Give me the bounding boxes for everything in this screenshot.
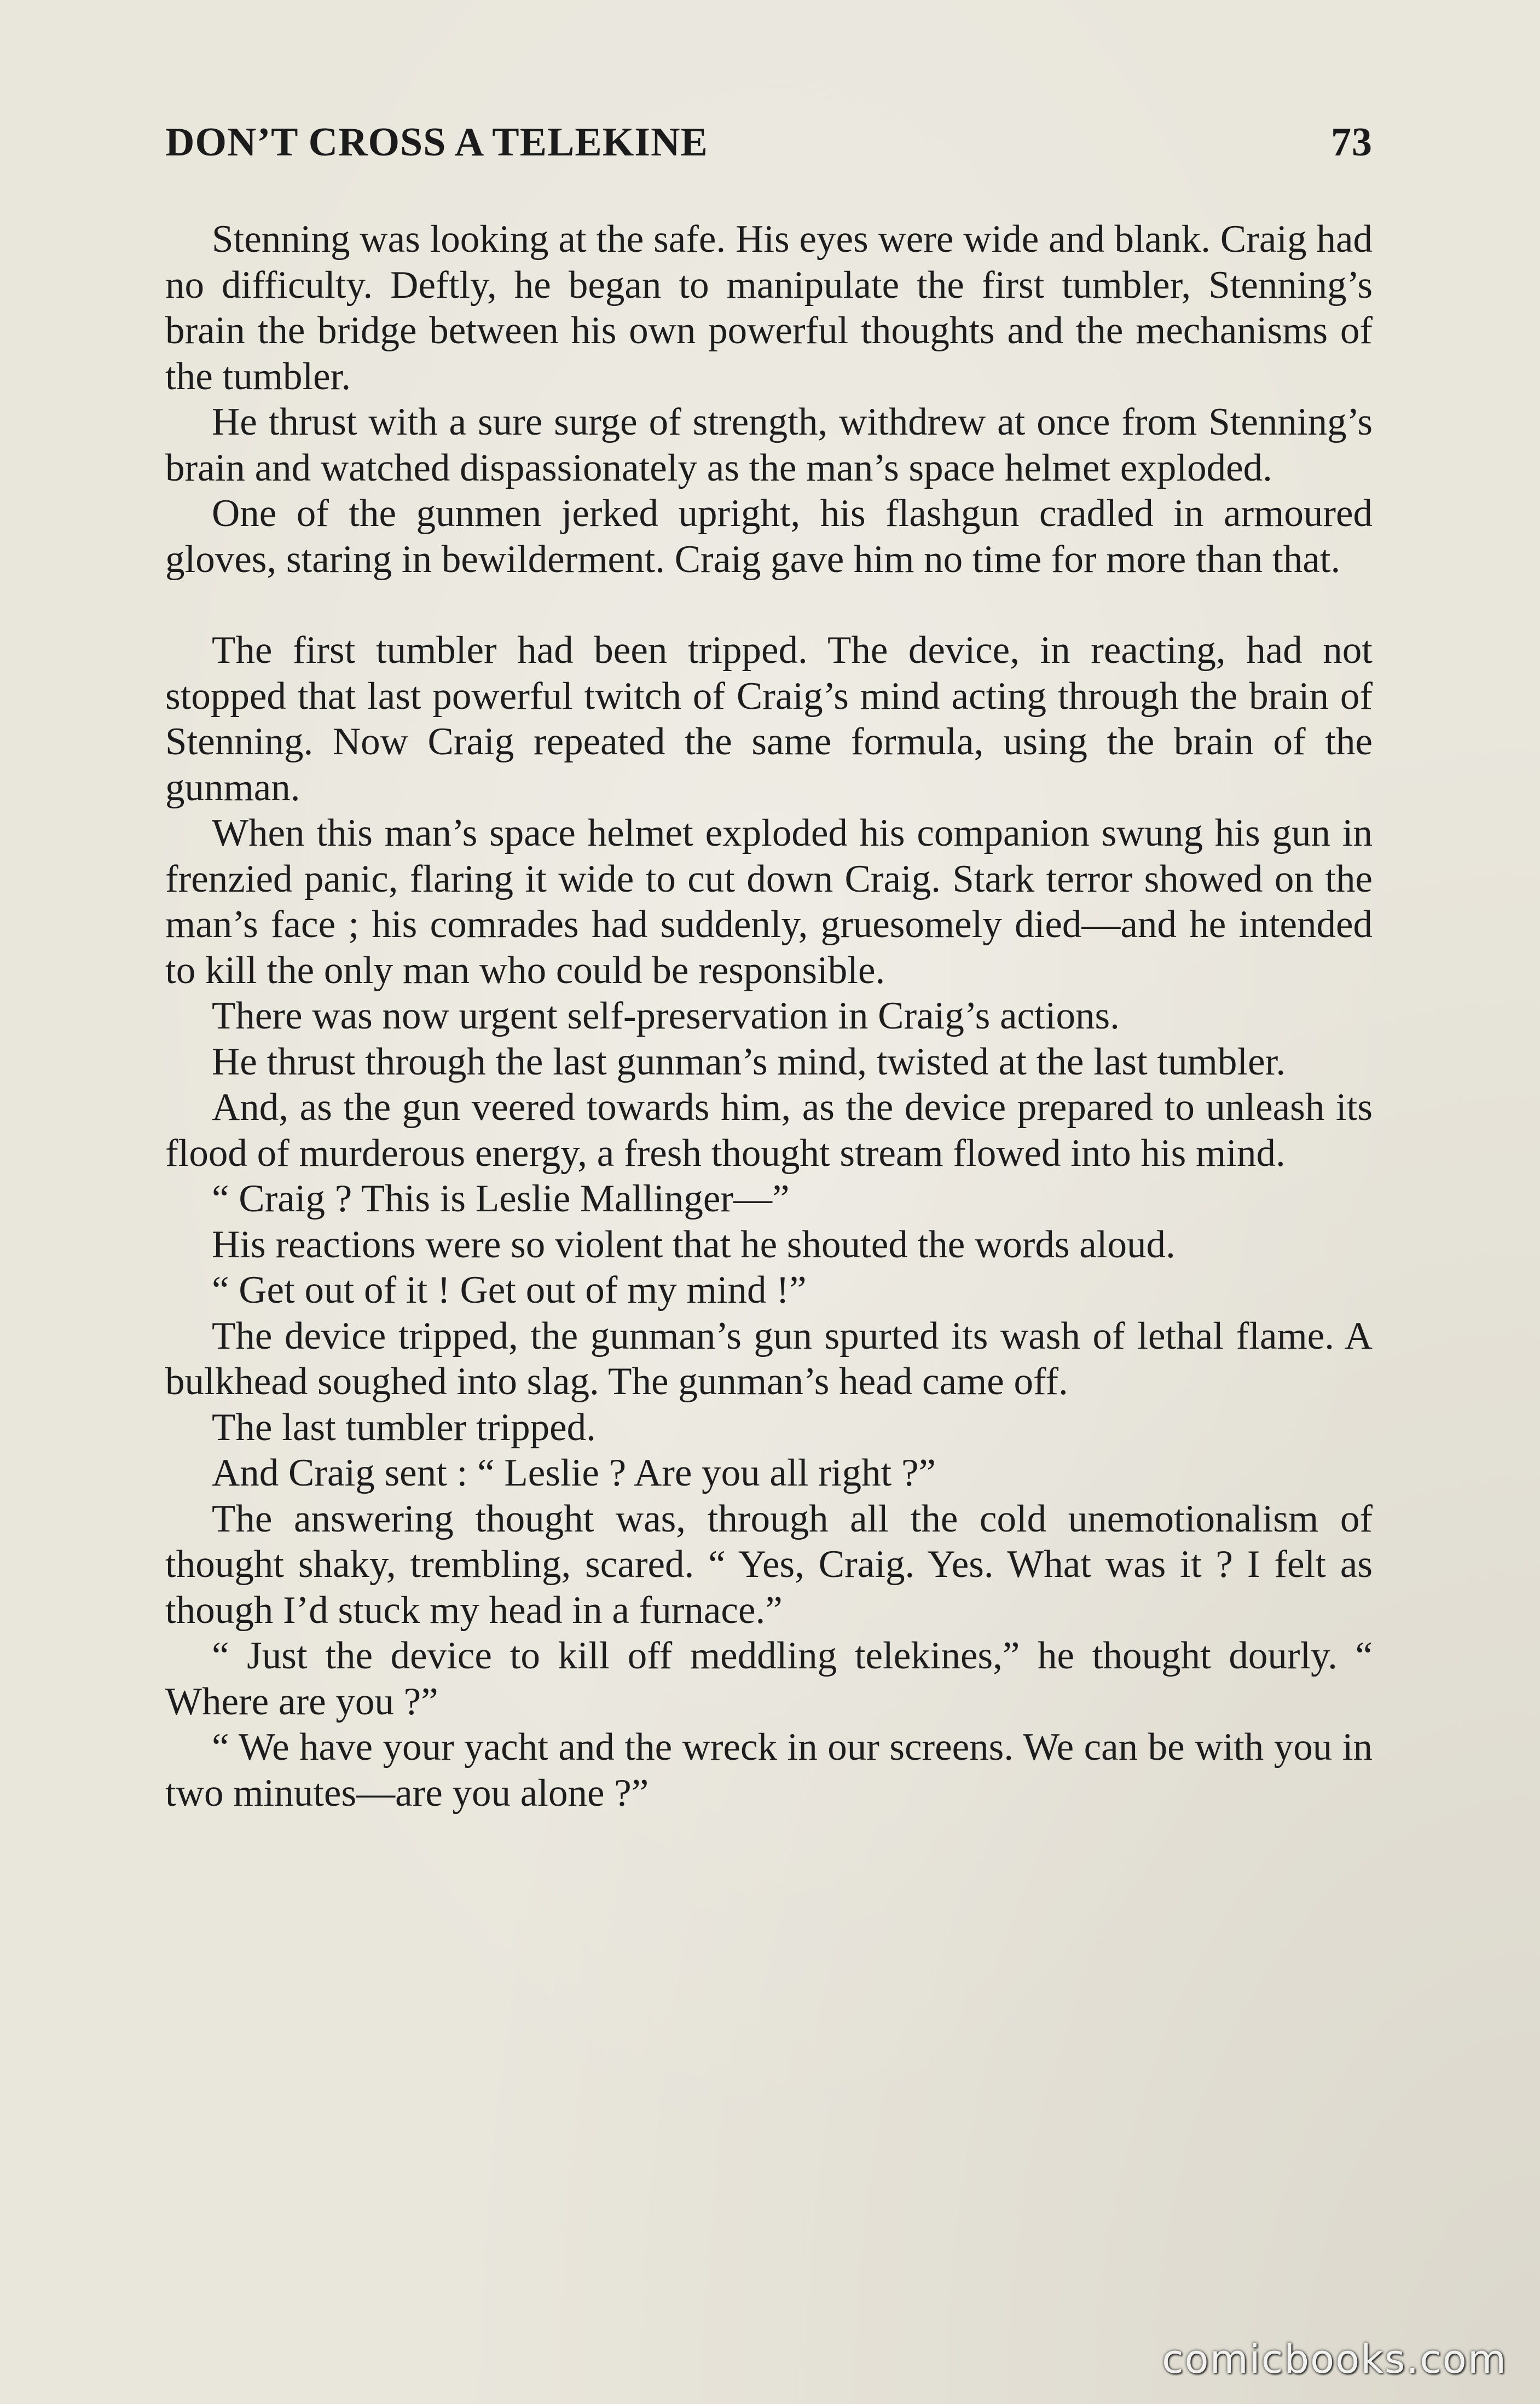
paragraph: “ Craig ? This is Leslie Mallinger—” bbox=[212, 1177, 790, 1220]
paragraph: The device tripped, the gunman’s gun spurted its wash of lethal flame. A bulkhead soughed into slag. The gunman’s head came off. bbox=[165, 1314, 1373, 1403]
paragraph: There was now urgent self-preservation in Craig’s actions. bbox=[212, 995, 1120, 1037]
paragraph: And Craig sent : “ Leslie ? Are you all right ?” bbox=[212, 1452, 936, 1494]
paragraph: The first tumbler had been tripped. The device, in reacting, had not stopped that last powerful twitch of Craig’s mind acting through the brain of Stenning. Now Craig repeated the same formula, using the brain of the gunman. bbox=[165, 629, 1373, 809]
paragraph: And, as the gun veered towards him, as the device prepared to unleash its flood of murderous energy, a fresh thought stream flowed into his mind. bbox=[165, 1086, 1373, 1175]
watermark: comicbooks.com bbox=[1161, 2336, 1507, 2382]
paragraph: “ Get out of it ! Get out of my mind !” bbox=[212, 1269, 807, 1311]
body-text bbox=[165, 217, 1373, 1816]
running-header bbox=[165, 119, 1373, 180]
paragraph: He thrust through the last gunman’s mind, twisted at the last tumbler. bbox=[212, 1040, 1286, 1083]
paragraph: “ We have your yacht and the wreck in our screens. We can be with you in two minutes—are you alone ?” bbox=[165, 1726, 1373, 1814]
page-number: 73 bbox=[1331, 120, 1373, 165]
paragraph: He thrust with a sure surge of strength, withdrew at once from Stenning’s brain and watched dispassionately as the man’s space helmet exploded. bbox=[165, 401, 1373, 489]
paragraph: One of the gunmen jerked upright, his flashgun cradled in armoured gloves, staring in bewilderment. Craig gave him no time for more than that. bbox=[165, 492, 1373, 581]
paragraph: “ Just the device to kill off meddling telekines,” he thought dourly. “ Where are you ?” bbox=[165, 1634, 1373, 1723]
running-title: DON’T CROSS A TELEKINE bbox=[165, 120, 708, 165]
paragraph: His reactions were so violent that he shouted the words aloud. bbox=[212, 1223, 1176, 1266]
paragraph: The answering thought was, through all the cold unemotionalism of thought shaky, trembling, scared. “ Yes, Craig. Yes. What was it ? I felt as though I’d stuck my head in a furnace.” bbox=[165, 1497, 1373, 1632]
paragraph: The last tumbler tripped. bbox=[212, 1406, 596, 1449]
paragraph: Stenning was looking at the safe. His eyes were wide and blank. Craig had no difficulty. Deftly, he began to manipulate the first tumbler, Stenning’s brain the bridge between his own powerful thoughts and the mechanisms of the tumbler. bbox=[165, 218, 1373, 398]
paragraph: When this man’s space helmet exploded his companion swung his gun in frenzied panic, flaring it wide to cut down Craig. Stark terror showed on the man’s face ; his comrades had suddenly, gruesomely died—and he intended to kill the only man who could be responsible. bbox=[165, 812, 1373, 992]
